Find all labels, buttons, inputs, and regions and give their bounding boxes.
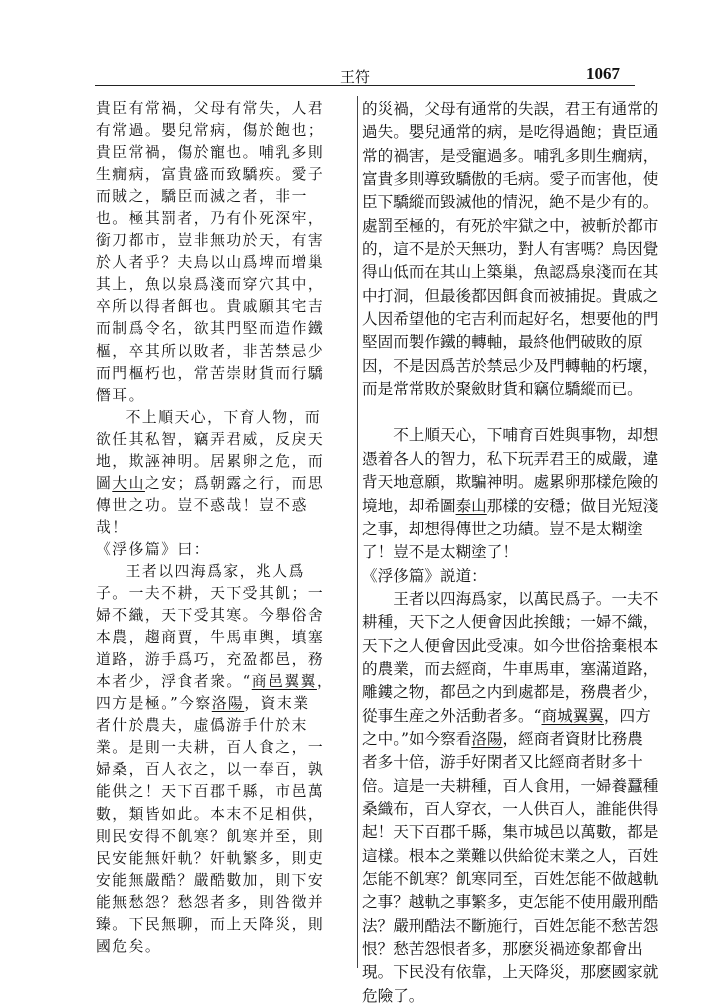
text-line: 也。極其罰者，乃有仆死深牢， xyxy=(96,210,325,228)
text-line: 者多十倍，游手好閑者又比經商者財多十 xyxy=(362,753,643,772)
text-line: 王者以四海爲家，以萬民爲子。一夫不 xyxy=(393,589,659,608)
text-line: 的，這不是於天無功，對人有害嗎？鳥因覺 xyxy=(362,240,659,259)
text-segment: 圖 xyxy=(96,474,113,492)
text-line: 得山低而在其山上築巢，魚認爲泉淺而在其 xyxy=(362,263,659,282)
translation-paragraph-2 xyxy=(362,424,659,564)
text-segment: ，四方 xyxy=(603,706,651,725)
text-line: 傳世之功。豈不惑哉！豈不惑 xyxy=(96,496,308,514)
column-divider xyxy=(357,96,358,968)
header-rule xyxy=(95,85,635,86)
page-number: 1067 xyxy=(586,64,620,83)
place-name-underlined: 洛陽 xyxy=(471,729,503,748)
text-line: 樞，卒其所以敗者，非苦禁忌少 xyxy=(96,342,325,360)
text-line: 卒所以得者餌也。貴戚願其宅吉 xyxy=(96,298,325,316)
original-section-heading xyxy=(96,539,342,561)
text-line: 業。是則一夫耕，百人食之，一 xyxy=(96,739,325,757)
text-line: 地，欺誣神明。居累卵之危，而 xyxy=(96,452,325,470)
text-line: 憑着各人的智力，私下玩弄君王的威嚴，違 xyxy=(362,449,659,468)
text-line: 的災禍，父母有通常的失誤，君王有通常的 xyxy=(362,100,659,118)
text-line: 之事，却想得傳世之功績。豈不是太糊塗 xyxy=(362,519,643,538)
text-line: 安能無嚴酷？嚴酷數加，則下安 xyxy=(96,871,325,889)
text-line: 貴臣有常禍，父母有常失，人君 xyxy=(96,100,325,117)
original-paragraph-1 xyxy=(96,98,342,407)
text-line: 富貴多則導致驕傲的毛病。愛子而害他，使 xyxy=(362,170,659,189)
text-line xyxy=(362,728,642,751)
text-line: 子。一夫不耕，天下受其飢；一 xyxy=(96,585,325,603)
text-line: 人因希望他的宅吉利而起好名，想要他的門 xyxy=(362,310,659,329)
text-line: 貴臣常禍，傷於寵也。哺乳多則 xyxy=(96,144,325,162)
text-line: 而賊之，驕臣而滅之者，非一 xyxy=(96,188,308,206)
text-line: 而是常常敗於聚斂財貨和竊位驕縱而已。 xyxy=(362,380,643,399)
text-line: 婦不織，天下受其寒。今舉俗舍 xyxy=(96,607,325,625)
text-segment: 之中。”如今察看 xyxy=(362,729,472,748)
text-line: 中打洞，但最後都因餌食而被捕捉。貴戚之 xyxy=(362,286,659,305)
text-line: 不上順天心，下哺育百姓與事物，却想 xyxy=(393,426,659,445)
text-segment: 那樣的安穩；做目光短淺 xyxy=(486,496,659,515)
text-line: 國危矣。 xyxy=(96,937,162,955)
original-paragraph-4 xyxy=(96,561,342,958)
text-line: 因，不是因爲苦於禁忌少及門轉軸的朽壞， xyxy=(362,356,659,375)
text-line xyxy=(96,671,342,693)
text-line: 於人者乎？夫鳥以山爲埤而增巢 xyxy=(96,254,325,272)
text-line: 婦桑，百人衣之，以一奉百，孰 xyxy=(96,761,325,779)
text-line: 銜刀都市，豈非無功於天，有害 xyxy=(96,232,325,250)
text-line: 法？嚴刑酷法不斷施行，百姓怎能不愁苦怨 xyxy=(362,916,659,935)
text-line: 《浮侈篇》曰： xyxy=(96,540,211,558)
text-line: 則民安得不飢寒？飢寒并至，則 xyxy=(96,827,325,845)
text-line xyxy=(96,473,342,495)
text-line: 桑織布，百人穿衣，一人供百人，誰能供得 xyxy=(362,799,659,818)
text-segment: 本者少，浮食者衆。“ xyxy=(96,673,252,691)
text-line: 能無愁怨？愁怨者多，則咎徵并 xyxy=(96,893,325,911)
text-line: 者什於農夫，虛僞游手什於末 xyxy=(96,717,308,735)
text-line: 堅固而製作鐵的轉軸，最終他們破敗的原 xyxy=(362,333,643,352)
text-segment: ，經商者資財比務農 xyxy=(502,729,643,748)
text-line: 倍。這是一夫耕種，百人食用，一婦養蠶種 xyxy=(362,776,659,795)
text-line: 生癇病，富貴盛而致驕疾。愛子 xyxy=(96,166,325,184)
place-name-underlined: 商城翼翼 xyxy=(541,706,604,725)
original-paragraph-2 xyxy=(96,407,342,539)
place-name-underlined: 泰山 xyxy=(455,496,487,515)
text-line: 數，類皆如此。本末不足相供， xyxy=(96,805,325,823)
text-segment: 境地，却希圖 xyxy=(362,496,456,515)
text-line: 民安能無奸軌？奸軌繁多，則吏 xyxy=(96,849,325,867)
text-segment: 之安；爲朝露之行，而思 xyxy=(144,474,325,492)
place-name-underlined: 大山 xyxy=(112,474,145,492)
text-line: 臻。下民無聊，而上天降災，則 xyxy=(96,915,325,933)
text-line: 怎能不飢寒？飢寒同至，百姓怎能不做越軌 xyxy=(362,870,659,888)
text-line: 臣下驕縱而毀滅他的情況，絶不是少有的。 xyxy=(362,193,659,212)
text-segment: 從事生産之外活動者多。“ xyxy=(362,706,542,725)
text-line: 背天地意願，欺騙神明。處累卵那樣危險的 xyxy=(362,473,659,492)
text-line: 常的禍害，是受寵過多。哺乳多則生癇病， xyxy=(362,146,659,165)
text-line: 而門樞朽也，常苦崇財貨而行驕 xyxy=(96,364,325,382)
text-line: 哉！ xyxy=(96,518,129,536)
text-line: 不上順天心，下育人物，而 xyxy=(125,408,322,426)
text-line: 道路，游手爲巧，充盈都邑，務 xyxy=(96,651,325,669)
right-column-translation-text xyxy=(362,98,659,1008)
text-line: 其上，魚以泉爲淺而穿穴其中， xyxy=(96,276,325,294)
text-segment: ， xyxy=(316,673,334,691)
text-line: 雕鏤之物，都邑之内到處都是，務農者少， xyxy=(362,683,659,702)
text-line: 本農，趨商賈，牛馬車輿，填塞 xyxy=(96,629,325,647)
place-name-underlined: 洛陽 xyxy=(211,695,245,713)
place-name-underlined: 商邑翼翼 xyxy=(251,673,317,691)
text-line: 這樣。根本之業難以供給從末業之人，百姓 xyxy=(362,846,659,865)
text-line: 《浮侈篇》説道： xyxy=(362,566,487,585)
text-line: 危險了。 xyxy=(362,986,425,1005)
text-line: 有常過。嬰兒常病，傷於飽也； xyxy=(96,122,325,140)
text-line: 欲任其私智，竊弄君威，反戾天 xyxy=(96,430,325,448)
text-line xyxy=(362,495,659,518)
text-line: 王者以四海爲家，兆人爲 xyxy=(125,562,305,580)
text-line: 天下之人便會因此受凍。如今世俗捨棄根本 xyxy=(362,636,659,655)
translation-section-heading xyxy=(362,565,642,588)
running-header-title: 王符 xyxy=(339,68,370,86)
text-line: 而制爲令名，欲其門堅而造作鐵 xyxy=(96,320,325,338)
translation-paragraph-4 xyxy=(362,588,659,1008)
text-line: 起！天下百郡千縣，集市城邑以萬數，都是 xyxy=(362,823,659,842)
left-column-original-text xyxy=(96,98,342,958)
text-segment: 四方是極。”今察 xyxy=(96,695,212,713)
text-line: 的農業，而去經商，牛車馬車，塞滿道路， xyxy=(362,659,659,678)
text-line: 能供之！天下百郡千縣，市邑萬 xyxy=(96,783,325,801)
text-line: 了！豈不是太糊塗了！ xyxy=(362,543,518,562)
text-segment: ，資末業 xyxy=(244,695,310,713)
text-line: 之事？越軌之事繁多，吏怎能不使用嚴刑酷 xyxy=(362,893,659,912)
text-line: 僭耳。 xyxy=(96,386,145,404)
text-line xyxy=(362,705,651,728)
text-line xyxy=(96,693,342,715)
text-line: 處罰至極的，有死於牢獄之中，被斬於都市 xyxy=(362,216,659,235)
text-line: 過失。嬰兒通常的病，是吃得過飽；貴臣通 xyxy=(362,123,659,142)
text-line: 現。下民没有依靠，上天降災，那麽國家就 xyxy=(362,963,659,982)
translation-paragraph-1 xyxy=(362,98,659,401)
text-line: 恨？愁苦怨恨者多，那麽災禍迹象都會出 xyxy=(362,940,643,959)
text-line: 耕種，天下之人便會因此挨餓；一婦不織， xyxy=(362,613,659,632)
